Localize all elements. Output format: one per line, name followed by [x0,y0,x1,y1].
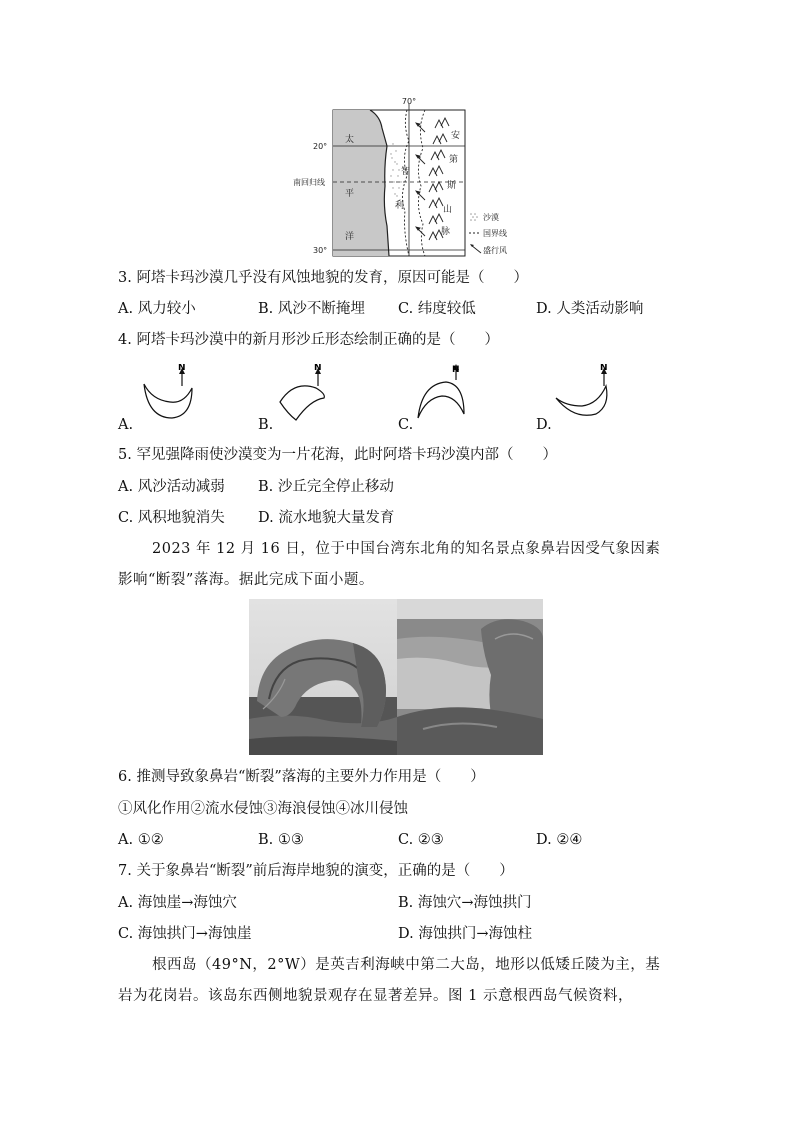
lat20-label: 20° [313,142,328,151]
north-label-d: N [600,364,608,373]
border-line-2 [418,110,425,256]
q4-option-c-letter[interactable]: C. [398,417,414,433]
q6-sub: ①风化作用②流水侵蚀③海浪侵蚀④冰川侵蚀 [118,801,408,817]
ocean-char-1: 太 [345,135,355,145]
mountain-char-2: 第 [449,155,459,165]
q4-dune-c[interactable] [412,364,476,426]
country-char-1: 智 [401,167,411,177]
q4-dune-b[interactable] [274,364,338,426]
q6-stem: 6. 推测导致象鼻岩“断裂”落海的主要外力作用是（ ） [118,769,485,785]
legend-wind: 盛行风 [483,246,507,255]
q5-option-b[interactable]: B. 沙丘完全停止移动 [258,479,394,495]
q7-option-b[interactable]: B. 海蚀穴→海蚀拱门 [398,895,532,911]
q4-dune-d[interactable] [552,364,616,426]
tropic-label: 南回归线 [293,178,325,187]
q3-option-c[interactable]: C. 纬度较低 [398,301,476,317]
q7-option-c[interactable]: C. 海蚀拱门→海蚀崖 [118,926,252,942]
q4-option-a-letter[interactable]: A. [118,417,134,433]
broken-rock-photo [397,599,543,755]
lon-label: 70° [401,97,417,106]
map-legend [469,212,507,255]
mountain-char-5: 脉 [441,227,451,237]
legend-desert: 沙漠 [483,213,499,222]
ocean-area [333,110,389,256]
andes-mountains [429,118,449,240]
q5-option-c[interactable]: C. 风积地貌消失 [118,510,225,526]
passage2-line2: 岩为花岗岩。该岛东西侧地貌景观存在显著差异。图 1 示意根西岛气候资料， [118,988,633,1004]
q4-dune-a[interactable] [138,364,202,426]
border-line-1 [402,110,409,256]
q6-option-c[interactable]: C. ②③ [398,832,444,848]
q7-stem: 7. 关于象鼻岩“断裂”前后海岸地貌的演变，正确的是（ ） [118,863,514,879]
mountain-char-1: 安 [451,131,461,141]
legend-border: 国界线 [483,229,507,238]
north-label-a: N [178,364,186,373]
north-label-c: N [452,365,460,375]
q3-stem: 3. 阿塔卡玛沙漠几乎没有风蚀地貌的发育，原因可能是（ ） [118,270,528,286]
q3-option-b[interactable]: B. 风沙不断掩埋 [258,301,365,317]
passage1-line1: 2023 年 12 月 16 日，位于中国台湾东北角的知名景点象鼻岩因受气象因素 [152,541,661,557]
mountain-char-4: 山 [443,205,453,215]
wind-arrows [416,123,425,236]
q6-option-b[interactable]: B. ①③ [258,832,304,848]
atacama-map [285,96,515,258]
ocean-char-2: 平 [345,189,355,199]
q6-option-a[interactable]: A. ①② [118,832,164,848]
elephant-rock-photo [249,599,397,755]
q6-option-d[interactable]: D. ②④ [536,832,583,848]
lat30-label: 30° [313,246,328,255]
q5-option-a[interactable]: A. 风沙活动减弱 [118,479,225,495]
q4-stem: 4. 阿塔卡玛沙漠中的新月形沙丘形态绘制正确的是（ ） [118,332,499,348]
q3-option-d[interactable]: D. 人类活动影响 [536,301,644,317]
country-char-2: 利 [395,201,405,211]
north-label-b: N [314,364,322,373]
q5-option-d[interactable]: D. 流水地貌大量发育 [258,510,395,526]
q3-option-a[interactable]: A. 风力较小 [118,301,196,317]
q4-option-d-letter[interactable]: D. [536,417,552,433]
q4-option-b-letter[interactable]: B. [258,417,274,433]
q5-stem: 5. 罕见强降雨使沙漠变为一片花海，此时阿塔卡玛沙漠内部（ ） [118,447,557,463]
passage2-line1: 根西岛（49°N，2°W）是英吉利海峡中第二大岛，地形以低矮丘陵为主，基 [152,957,661,973]
q7-option-a[interactable]: A. 海蚀崖→海蚀穴 [118,895,237,911]
desert-area [390,143,401,206]
passage1-line2: 影响“断裂”落海。据此完成下面小题。 [118,572,374,588]
q7-option-d[interactable]: D. 海蚀拱门→海蚀柱 [398,926,532,942]
mountain-char-3: 斯 [447,181,457,191]
ocean-char-3: 洋 [345,232,355,242]
